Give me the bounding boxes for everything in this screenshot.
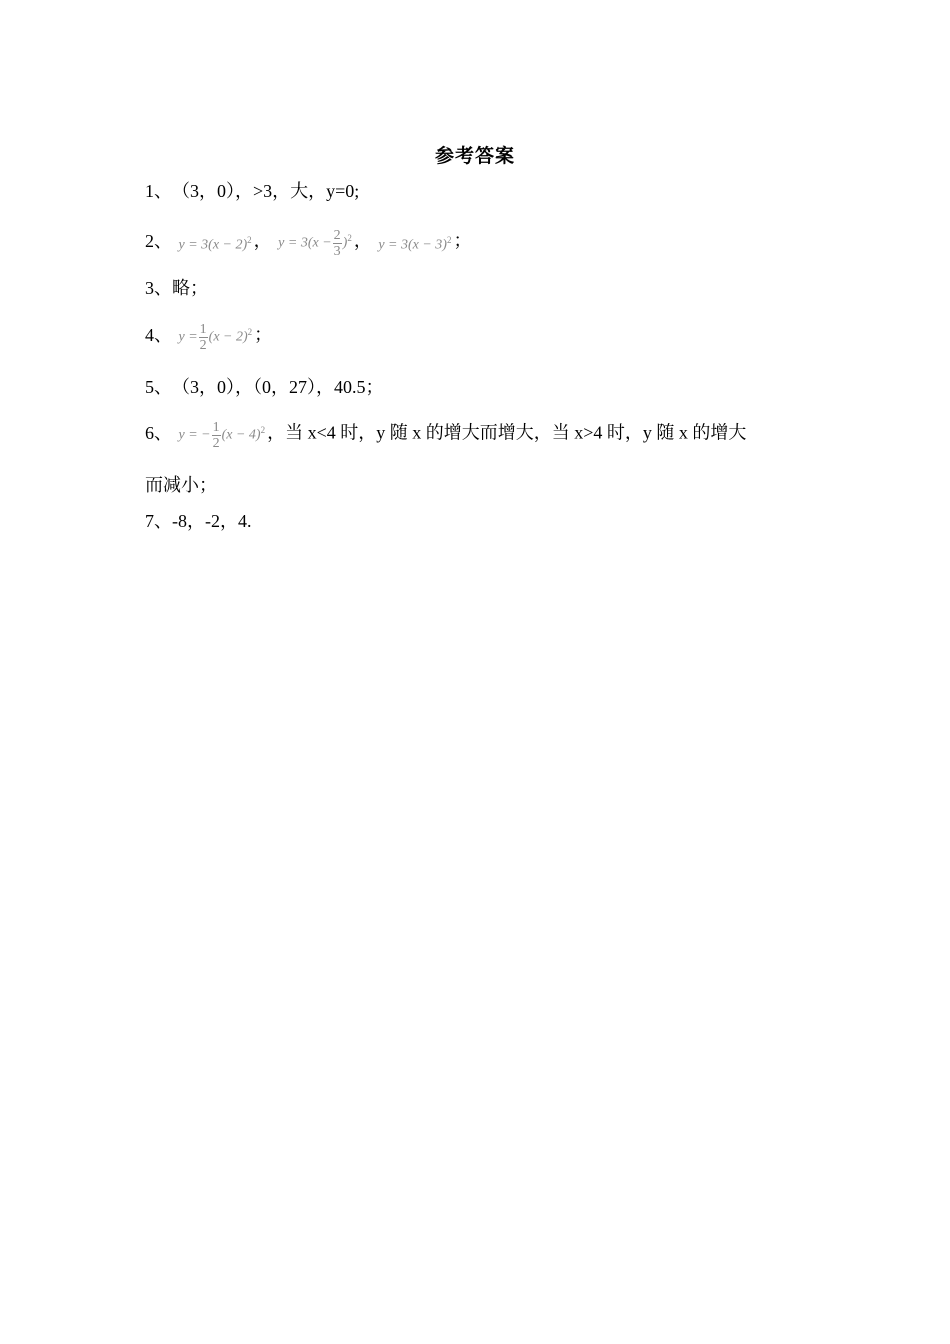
fraction: $\frac{1}{2}$: [212, 419, 220, 451]
formula-3: $y = 3(x - 3)^2$: [378, 234, 452, 253]
answer-number: 6、: [145, 422, 172, 443]
answer-number: 1、: [145, 181, 172, 201]
answer-3: [145, 276, 208, 300]
answer-6: [145, 418, 746, 451]
answer-text: （3，0），（0，27），40.5；: [172, 377, 384, 397]
answer-6-continued: [145, 473, 217, 497]
answer-text: 略；: [172, 278, 208, 298]
answer-7: [145, 509, 252, 533]
formula-1: $y = 3(x - 2)^2$: [178, 234, 252, 253]
answer-1: [145, 179, 359, 203]
fraction: $\frac{1}{2}$: [199, 321, 207, 353]
formula: y = − $\frac{1}{2}$ $(x - 4)^2$: [178, 419, 266, 451]
separator: ，: [253, 230, 272, 251]
answer-text: -8，-2，4.: [172, 511, 252, 531]
answer-2: [145, 226, 471, 259]
fraction: $\frac{2}{3}$: [333, 227, 341, 259]
answer-text: （3，0），>3，大，y=0;: [172, 181, 360, 201]
separator: ，: [353, 230, 372, 251]
line-end: ；: [254, 324, 273, 345]
answer-number: 7、: [145, 511, 172, 531]
formula-2: y = 3(x − $\frac{2}{3}$ )$^2$: [278, 227, 352, 259]
page-title: 参考答案: [434, 145, 515, 167]
formula: y = $\frac{1}{2}$ $(x - 2)^2$: [178, 321, 253, 353]
answer-number: 3、: [145, 278, 172, 298]
answer-text: ，当 x<4 时，y 随 x 的增大而增大，当 x>4 时，y 随 x 的增大: [267, 422, 747, 443]
line-end: ；: [453, 230, 472, 251]
answer-5: [145, 375, 384, 399]
answer-4: [145, 320, 272, 353]
answer-number: 5、: [145, 377, 172, 397]
answer-text: 而减小；: [145, 475, 217, 495]
answer-number: 4、: [145, 324, 172, 345]
answer-number: 2、: [145, 230, 172, 251]
